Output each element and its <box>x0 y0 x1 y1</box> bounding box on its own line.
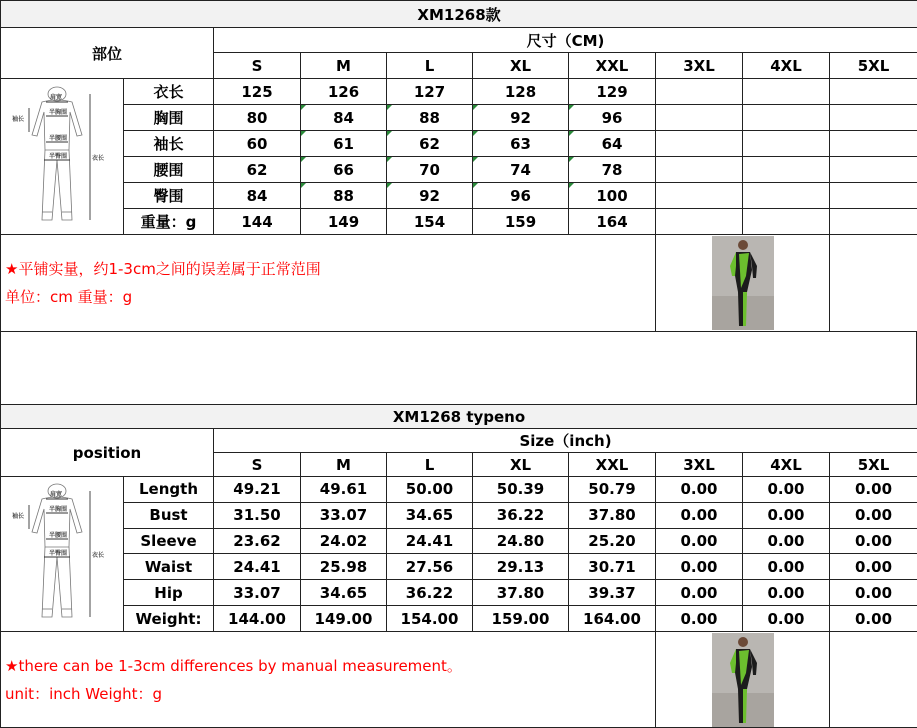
measurement-cell <box>830 183 917 209</box>
size-col-header: 4XL <box>743 453 830 477</box>
measurement-cell: 66 <box>301 157 387 183</box>
sketch-label-hip: 半臀围 <box>49 152 67 160</box>
note-tolerance: ★平铺实量，约1-3cm之间的误差属于正常范围 <box>5 255 655 283</box>
measurement-cell: 29.13 <box>473 554 569 580</box>
measurement-cell: 126 <box>301 79 387 105</box>
measurement-cell: 0.00 <box>830 477 917 503</box>
size-chart-cn <box>0 0 917 332</box>
measurement-cell: 127 <box>387 79 473 105</box>
note-tolerance: ★there can be 1-3cm differences by manual measurement。 <box>5 652 655 680</box>
measurement-cell <box>743 105 830 131</box>
measurement-cell: 0.00 <box>656 528 743 554</box>
measurement-cell: 25.98 <box>301 554 387 580</box>
measurement-cell: 60 <box>214 131 301 157</box>
measurement-cell <box>830 209 917 235</box>
row-label: Waist <box>124 554 214 580</box>
measurement-cell <box>743 157 830 183</box>
table-title: XM1268 typeno <box>1 405 917 429</box>
measurement-cell <box>656 183 743 209</box>
note-cell <box>1 235 656 332</box>
measurement-cell: 78 <box>569 157 656 183</box>
row-label: Bust <box>124 502 214 528</box>
measurement-cell: 149.00 <box>301 606 387 632</box>
model-photo <box>712 633 774 727</box>
table-row <box>1 183 917 209</box>
row-label: Hip <box>124 580 214 606</box>
measurement-cell: 74 <box>473 157 569 183</box>
row-label: 臀围 <box>124 183 214 209</box>
measurement-cell: 63 <box>473 131 569 157</box>
measurement-cell <box>656 79 743 105</box>
measurement-cell: 24.41 <box>214 554 301 580</box>
measurement-cell: 0.00 <box>656 502 743 528</box>
measurement-cell: 33.07 <box>301 502 387 528</box>
sketch-cell <box>1 477 124 632</box>
table-row <box>1 580 917 606</box>
measurement-cell: 37.80 <box>569 502 656 528</box>
size-col-header: XL <box>473 453 569 477</box>
size-col-header: S <box>214 453 301 477</box>
size-col-header: M <box>301 453 387 477</box>
measurement-cell: 36.22 <box>387 580 473 606</box>
size-chart-en <box>0 404 917 728</box>
spacer-row <box>0 332 917 404</box>
model-photo-cell <box>656 235 830 332</box>
size-header: 尺寸（CM) <box>214 28 917 53</box>
measurement-cell: 80 <box>214 105 301 131</box>
measurement-cell: 62 <box>387 131 473 157</box>
position-header: 部位 <box>1 28 214 79</box>
measurement-cell: 49.61 <box>301 477 387 503</box>
table-row <box>1 79 917 105</box>
size-col-header: M <box>301 53 387 79</box>
table-row <box>1 606 917 632</box>
table-row <box>1 131 917 157</box>
measurement-cell: 0.00 <box>830 554 917 580</box>
measurement-cell: 149 <box>301 209 387 235</box>
measurement-cell: 0.00 <box>656 554 743 580</box>
measurement-cell: 34.65 <box>301 580 387 606</box>
measurement-cell: 70 <box>387 157 473 183</box>
measurement-cell: 50.39 <box>473 477 569 503</box>
measurement-cell: 96 <box>569 105 656 131</box>
measurement-cell <box>656 157 743 183</box>
model-photo-cell <box>656 632 830 728</box>
measurement-cell: 0.00 <box>830 580 917 606</box>
size-col-header: L <box>387 53 473 79</box>
measurement-cell <box>830 131 917 157</box>
empty-cell <box>830 632 917 728</box>
size-col-header: 5XL <box>830 53 917 79</box>
measurement-cell: 84 <box>214 183 301 209</box>
measurement-cell <box>830 157 917 183</box>
measurement-cell <box>743 209 830 235</box>
measurement-cell <box>656 105 743 131</box>
measurement-cell: 128 <box>473 79 569 105</box>
size-col-header: 4XL <box>743 53 830 79</box>
measurement-cell <box>656 209 743 235</box>
measurement-cell: 62 <box>214 157 301 183</box>
table-row <box>1 528 917 554</box>
measurement-cell: 0.00 <box>743 477 830 503</box>
row-label: 衣长 <box>124 79 214 105</box>
empty-cell <box>830 235 917 332</box>
size-col-header: L <box>387 453 473 477</box>
measurement-cell: 159 <box>473 209 569 235</box>
model-photo <box>712 236 774 330</box>
row-label: Length <box>124 477 214 503</box>
measurement-cell <box>743 183 830 209</box>
measurement-cell: 0.00 <box>743 580 830 606</box>
sketch-label-waist: 半腰围 <box>49 531 67 539</box>
sketch-label-hip: 半臀围 <box>49 549 67 557</box>
measurement-cell <box>656 131 743 157</box>
measurement-cell: 144 <box>214 209 301 235</box>
measurement-cell: 0.00 <box>743 554 830 580</box>
sketch-label-shoulder: 肩宽 <box>50 93 62 101</box>
measurement-cell: 50.79 <box>569 477 656 503</box>
measurement-cell: 39.37 <box>569 580 656 606</box>
measurement-cell: 100 <box>569 183 656 209</box>
measurement-cell: 88 <box>387 105 473 131</box>
measurement-cell: 0.00 <box>743 606 830 632</box>
note-cell <box>1 632 656 728</box>
garment-sketch <box>2 477 122 627</box>
note-unit: unit：inch Weight：g <box>5 680 655 708</box>
measurement-cell: 23.62 <box>214 528 301 554</box>
measurement-cell: 129 <box>569 79 656 105</box>
table-row <box>1 157 917 183</box>
measurement-cell: 92 <box>473 105 569 131</box>
table-row <box>1 554 917 580</box>
measurement-cell: 24.80 <box>473 528 569 554</box>
sketch-label-sleeve: 袖长 <box>12 512 24 520</box>
measurement-cell: 31.50 <box>214 502 301 528</box>
size-col-header: 3XL <box>656 453 743 477</box>
measurement-cell: 0.00 <box>830 606 917 632</box>
measurement-cell: 159.00 <box>473 606 569 632</box>
measurement-cell: 88 <box>301 183 387 209</box>
measurement-cell: 30.71 <box>569 554 656 580</box>
measurement-cell: 0.00 <box>743 502 830 528</box>
measurement-cell: 50.00 <box>387 477 473 503</box>
measurement-cell: 0.00 <box>830 502 917 528</box>
sketch-label-sleeve: 袖长 <box>12 115 24 123</box>
size-header: Size（inch) <box>214 429 917 453</box>
measurement-cell: 25.20 <box>569 528 656 554</box>
measurement-cell: 96 <box>473 183 569 209</box>
sketch-label-chest: 半胸围 <box>49 108 67 116</box>
measurement-cell: 0.00 <box>656 477 743 503</box>
sketch-cell <box>1 79 124 235</box>
sketch-label-shoulder: 肩宽 <box>50 490 62 498</box>
measurement-cell: 49.21 <box>214 477 301 503</box>
size-col-header: XXL <box>569 453 656 477</box>
measurement-cell <box>830 79 917 105</box>
measurement-cell: 33.07 <box>214 580 301 606</box>
size-col-header: XL <box>473 53 569 79</box>
measurement-cell: 0.00 <box>656 580 743 606</box>
table-row <box>1 209 917 235</box>
measurement-cell <box>743 131 830 157</box>
measurement-cell: 0.00 <box>830 528 917 554</box>
row-label: 腰围 <box>124 157 214 183</box>
measurement-cell: 64 <box>569 131 656 157</box>
table-row <box>1 477 917 503</box>
table-title: XM1268款 <box>1 1 917 28</box>
measurement-cell: 92 <box>387 183 473 209</box>
size-col-header: 5XL <box>830 453 917 477</box>
measurement-cell: 37.80 <box>473 580 569 606</box>
sketch-label-length: 衣长 <box>92 154 104 162</box>
measurement-cell: 0.00 <box>743 528 830 554</box>
garment-sketch <box>2 80 122 230</box>
measurement-cell: 27.56 <box>387 554 473 580</box>
measurement-cell: 164 <box>569 209 656 235</box>
measurement-cell: 36.22 <box>473 502 569 528</box>
size-col-header: 3XL <box>656 53 743 79</box>
measurement-cell: 24.41 <box>387 528 473 554</box>
measurement-cell: 125 <box>214 79 301 105</box>
measurement-cell: 24.02 <box>301 528 387 554</box>
size-col-header: XXL <box>569 53 656 79</box>
measurement-cell: 154.00 <box>387 606 473 632</box>
measurement-cell: 0.00 <box>656 606 743 632</box>
table-row <box>1 502 917 528</box>
sketch-label-waist: 半腰围 <box>49 134 67 142</box>
table-row <box>1 105 917 131</box>
sketch-label-chest: 半胸围 <box>49 505 67 513</box>
measurement-cell: 164.00 <box>569 606 656 632</box>
measurement-cell <box>743 79 830 105</box>
row-label: Sleeve <box>124 528 214 554</box>
note-unit: 单位：cm 重量：g <box>5 283 655 311</box>
row-label: Weight: <box>124 606 214 632</box>
measurement-cell: 34.65 <box>387 502 473 528</box>
row-label: 重量：g <box>124 209 214 235</box>
size-col-header: S <box>214 53 301 79</box>
measurement-cell: 144.00 <box>214 606 301 632</box>
measurement-cell: 154 <box>387 209 473 235</box>
row-label: 袖长 <box>124 131 214 157</box>
position-header: position <box>1 429 214 477</box>
measurement-cell <box>830 105 917 131</box>
sketch-label-length: 衣长 <box>92 551 104 559</box>
row-label: 胸围 <box>124 105 214 131</box>
measurement-cell: 61 <box>301 131 387 157</box>
measurement-cell: 84 <box>301 105 387 131</box>
